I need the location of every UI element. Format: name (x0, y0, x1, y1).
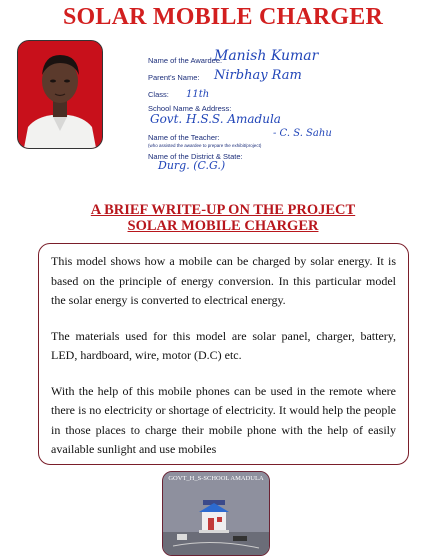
project-heading: SOLAR MOBILE CHARGER (127, 218, 319, 234)
school-value: Govt. H.S.S. Amadula (150, 112, 281, 126)
awardee-row (148, 48, 438, 68)
school-label: School Name & Address: (148, 104, 232, 113)
writeup-heading: A BRIEF WRITE-UP ON THE PROJECT (90, 202, 356, 218)
teacher-row (148, 130, 438, 150)
awardee-details (148, 48, 438, 178)
project-photo (162, 471, 270, 556)
teacher-value: - C. S. Sahu (273, 128, 332, 139)
paragraph-2: The materials used for this model are solar panel, charger, battery, LED, hardboard, wire, motor (D.C) etc. (51, 328, 396, 362)
class-label: Class: (148, 90, 169, 99)
paragraph-1: This model shows how a mobile can be charged by solar energy. It is based on the principle of energy conversion. In this particular model the solar energy is converted to electrical energy. (51, 254, 396, 307)
teacher-note: (who assisted the awardee to prepare the exhibit/project) (148, 143, 262, 148)
class-value: 11th (186, 89, 210, 100)
awardee-label: Name of the Awardee: (148, 56, 223, 65)
solar-model-image (163, 472, 269, 555)
writeup-box (38, 243, 409, 465)
district-value: Durg. (C.G.) (158, 159, 226, 172)
awardee-value: Manish Kumar (214, 48, 319, 64)
project-photo-caption: GOVT_H_S-SCHOOL AMADULA (168, 475, 264, 482)
paragraph-3: With the help of this mobile phones can be used in the remote where there is no electricity or shortage of electricity. It would help the people in those places to charge their mobile phone with the help of easily available sunlight and use mobiles (51, 383, 396, 456)
parent-value: Nirbhay Ram (214, 68, 302, 83)
portrait-image (18, 41, 102, 148)
parent-label: Parent's Name: (148, 73, 200, 82)
district-row (148, 161, 438, 178)
class-row (148, 85, 438, 102)
teacher-label: Name of the Teacher: (148, 133, 220, 142)
page-title: SOLAR MOBILE CHARGER (62, 4, 384, 30)
district-label: Name of the District & State: (148, 152, 243, 161)
awardee-photo (17, 40, 103, 149)
parent-row (148, 68, 438, 85)
